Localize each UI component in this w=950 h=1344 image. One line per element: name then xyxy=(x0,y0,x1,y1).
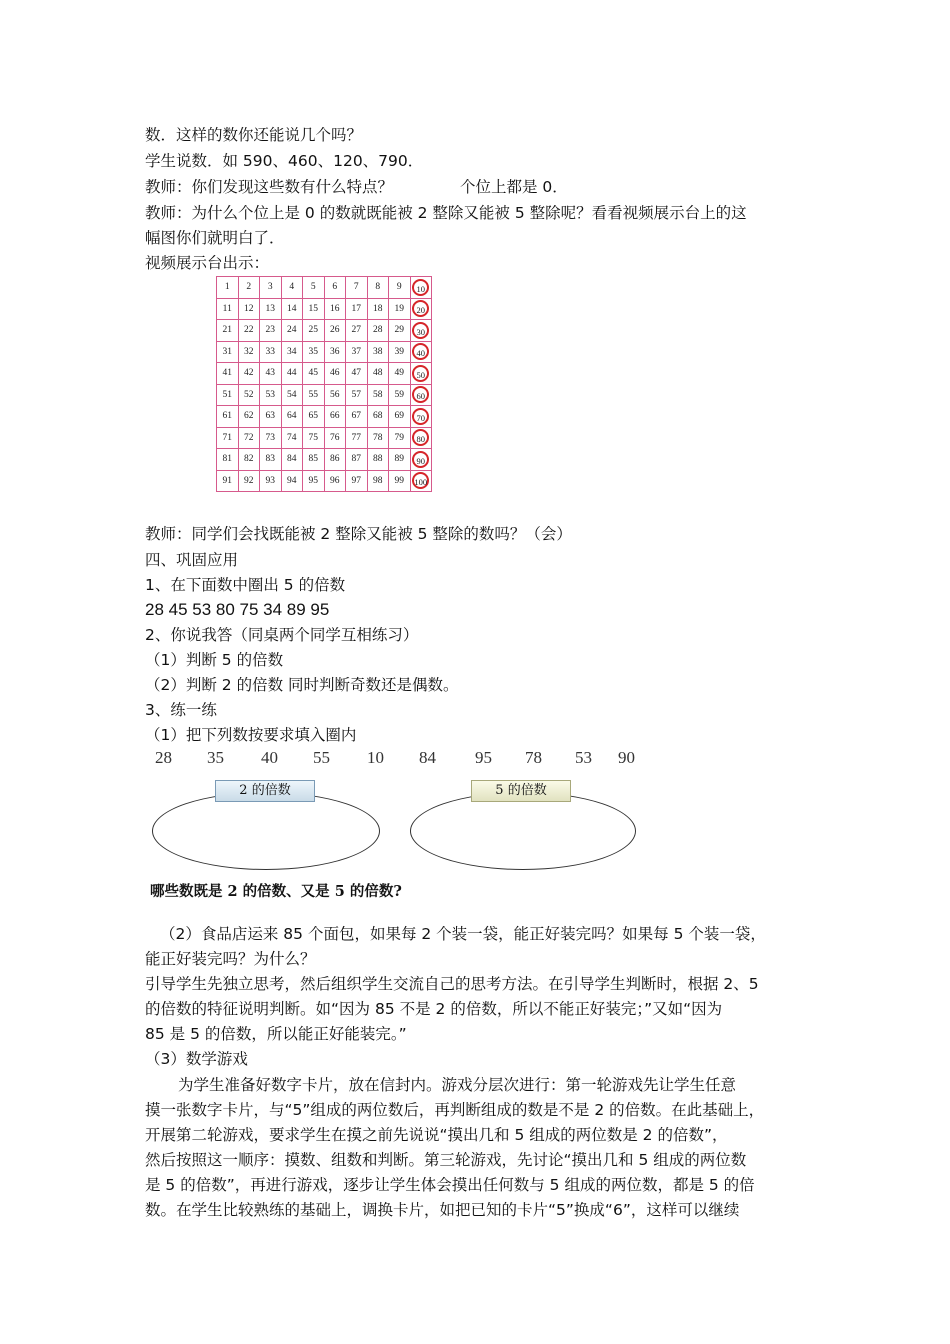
exercise-number: 28 xyxy=(155,748,172,767)
grid-cell: 99 xyxy=(389,470,411,492)
grid-cell: 6 xyxy=(324,277,346,299)
exercise-numbers xyxy=(145,748,645,772)
grid-row xyxy=(217,427,432,449)
grid-cell: 59 xyxy=(389,384,411,406)
text-line: 教师：你们发现这些数有什么特点？ xyxy=(145,178,394,196)
grid-cell: 88 xyxy=(367,449,389,471)
grid-cell: 37 xyxy=(346,341,368,363)
exercise-number: 40 xyxy=(261,748,278,767)
text-line: 开展第二轮游戏，要求学生在摸之前先说说“摸出几和 5 组成的两位数是 2 的倍数”， xyxy=(145,1126,728,1144)
grid-cell: 26 xyxy=(324,320,346,342)
circled-number: 10 xyxy=(412,279,429,296)
text-line: 是 5 的倍数”，再进行游戏，逐步让学生体会摸出任何数与 5 组成的两位数，都是 5 的倍 xyxy=(145,1176,755,1194)
grid-cell: 73 xyxy=(260,427,282,449)
grid-cell xyxy=(410,363,432,385)
grid-cell: 1 xyxy=(217,277,239,299)
grid-cell xyxy=(410,277,432,299)
right-oval xyxy=(410,792,636,870)
grid-cell: 87 xyxy=(346,449,368,471)
grid-row xyxy=(217,320,432,342)
text-line: 数．这样的数你还能说几个吗？ xyxy=(145,126,363,144)
grid-cell: 58 xyxy=(367,384,389,406)
grid-cell: 69 xyxy=(389,406,411,428)
circled-number: 80 xyxy=(412,429,429,446)
grid-cell xyxy=(410,427,432,449)
text-line: 85 是 5 的倍数，所以能正好能装完。” xyxy=(145,1025,407,1043)
grid-cell: 5 xyxy=(303,277,325,299)
grid-cell: 74 xyxy=(281,427,303,449)
text-line: 数。在学生比较熟练的基础上，调换卡片，如把已知的卡片“5”换成“6”，这样可以继续 xyxy=(145,1201,740,1219)
grid-cell: 12 xyxy=(238,298,260,320)
exercise-number: 84 xyxy=(419,748,436,767)
grid-row xyxy=(217,470,432,492)
grid-cell: 63 xyxy=(260,406,282,428)
grid-cell: 28 xyxy=(367,320,389,342)
grid-cell: 67 xyxy=(346,406,368,428)
grid-row xyxy=(217,406,432,428)
grid-cell: 3 xyxy=(260,277,282,299)
circled-number: 50 xyxy=(412,365,429,382)
grid-cell: 61 xyxy=(217,406,239,428)
grid-cell xyxy=(410,449,432,471)
grid-cell: 14 xyxy=(281,298,303,320)
grid-cell: 17 xyxy=(346,298,368,320)
text-line: （3）数学游戏 xyxy=(145,1050,248,1068)
exercise-number: 90 xyxy=(618,748,635,767)
grid-cell xyxy=(410,298,432,320)
grid-cell: 95 xyxy=(303,470,325,492)
grid-cell: 55 xyxy=(303,384,325,406)
grid-cell: 47 xyxy=(346,363,368,385)
exercise-number: 95 xyxy=(475,748,492,767)
grid-cell: 83 xyxy=(260,449,282,471)
grid-cell: 72 xyxy=(238,427,260,449)
text-line: 引导学生先独立思考，然后组织学生交流自己的思考方法。在引导学生判断时，根据 2、5 xyxy=(145,975,759,993)
grid-cell xyxy=(410,406,432,428)
grid-cell xyxy=(410,341,432,363)
grid-cell: 91 xyxy=(217,470,239,492)
grid-cell: 81 xyxy=(217,449,239,471)
grid-row xyxy=(217,449,432,471)
grid-cell: 76 xyxy=(324,427,346,449)
circled-number: 20 xyxy=(412,300,429,317)
grid-cell: 51 xyxy=(217,384,239,406)
grid-cell: 54 xyxy=(281,384,303,406)
grid-cell: 45 xyxy=(303,363,325,385)
grid-cell: 75 xyxy=(303,427,325,449)
grid-cell: 62 xyxy=(238,406,260,428)
grid-cell: 15 xyxy=(303,298,325,320)
multiples-of-5-tag: 5 的倍数 xyxy=(471,780,571,802)
text-line: 能正好装完吗？为什么？ xyxy=(145,950,316,968)
circled-number: 40 xyxy=(412,343,429,360)
grid-cell: 16 xyxy=(324,298,346,320)
grid-cell: 56 xyxy=(324,384,346,406)
text-line: 个位上都是 0． xyxy=(460,178,568,196)
grid-cell: 48 xyxy=(367,363,389,385)
circled-number: 70 xyxy=(412,408,429,425)
grid-cell: 33 xyxy=(260,341,282,363)
section-heading: 四、巩固应用 xyxy=(145,551,239,569)
text-line: 幅图你们就明白了． xyxy=(145,229,285,247)
grid-cell: 4 xyxy=(281,277,303,299)
grid-cell: 29 xyxy=(389,320,411,342)
grid-cell: 42 xyxy=(238,363,260,385)
grid-row xyxy=(217,363,432,385)
multiples-of-2-tag: 2 的倍数 xyxy=(215,780,315,802)
grid-cell: 68 xyxy=(367,406,389,428)
grid-cell: 35 xyxy=(303,341,325,363)
circled-number: 60 xyxy=(412,386,429,403)
grid-cell: 23 xyxy=(260,320,282,342)
grid-cell: 64 xyxy=(281,406,303,428)
grid-row xyxy=(217,298,432,320)
grid-cell: 93 xyxy=(260,470,282,492)
grid-cell: 39 xyxy=(389,341,411,363)
grid-cell: 36 xyxy=(324,341,346,363)
grid-cell: 97 xyxy=(346,470,368,492)
text-line: （2）食品店运来 85 个面包，如果每 2 个装一袋，能正好装完吗？如果每 5 个装一袋， xyxy=(160,925,766,943)
text-line: （1）把下列数按要求填入圈内 xyxy=(145,726,357,744)
number-list: 28 45 53 80 75 34 89 95 xyxy=(145,600,330,619)
text-line: 3、练一练 xyxy=(145,701,217,719)
grid-cell: 85 xyxy=(303,449,325,471)
grid-cell: 86 xyxy=(324,449,346,471)
text-line: 为学生准备好数字卡片，放在信封内。游戏分层次进行：第一轮游戏先让学生任意 xyxy=(178,1076,737,1094)
text-line: 1、在下面数中圈出 5 的倍数 xyxy=(145,576,346,594)
grid-cell: 52 xyxy=(238,384,260,406)
grid-cell xyxy=(410,384,432,406)
grid-cell: 84 xyxy=(281,449,303,471)
grid-cell: 24 xyxy=(281,320,303,342)
grid-cell: 11 xyxy=(217,298,239,320)
grid-cell: 78 xyxy=(367,427,389,449)
text-line: 教师：为什么个位上是 0 的数就既能被 2 整除又能被 5 整除呢？看看视频展示台上的这 xyxy=(145,204,747,222)
grid-cell: 82 xyxy=(238,449,260,471)
exercise-number: 53 xyxy=(575,748,592,767)
text-line: 教师：同学们会找既能被 2 整除又能被 5 整除的数吗？（会） xyxy=(145,525,572,543)
grid-cell xyxy=(410,470,432,492)
grid-cell: 38 xyxy=(367,341,389,363)
grid-cell: 27 xyxy=(346,320,368,342)
grid-cell: 44 xyxy=(281,363,303,385)
hundred-chart xyxy=(216,276,432,492)
exercise-number: 35 xyxy=(207,748,224,767)
circled-number: 100 xyxy=(412,472,429,489)
circled-number: 30 xyxy=(412,322,429,339)
grid-cell: 25 xyxy=(303,320,325,342)
exercise-number: 78 xyxy=(525,748,542,767)
grid-cell: 71 xyxy=(217,427,239,449)
text-line: 2、你说我答（同桌两个同学互相练习） xyxy=(145,626,419,644)
grid-cell: 65 xyxy=(303,406,325,428)
grid-row xyxy=(217,384,432,406)
text-line: （1）判断 5 的倍数 xyxy=(145,651,284,669)
text-line: 视频展示台出示： xyxy=(145,254,270,272)
grid-cell: 7 xyxy=(346,277,368,299)
grid-cell: 89 xyxy=(389,449,411,471)
text-line: （2）判断 2 的倍数 同时判断奇数还是偶数。 xyxy=(145,676,459,694)
grid-cell: 18 xyxy=(367,298,389,320)
grid-cell: 49 xyxy=(389,363,411,385)
grid-cell: 92 xyxy=(238,470,260,492)
grid-cell xyxy=(410,320,432,342)
grid-cell: 32 xyxy=(238,341,260,363)
grid-cell: 21 xyxy=(217,320,239,342)
grid-cell: 13 xyxy=(260,298,282,320)
grid-cell: 9 xyxy=(389,277,411,299)
grid-cell: 34 xyxy=(281,341,303,363)
left-oval xyxy=(152,792,380,870)
grid-cell: 66 xyxy=(324,406,346,428)
exercise-number: 10 xyxy=(367,748,384,767)
grid-row xyxy=(217,341,432,363)
grid-cell: 43 xyxy=(260,363,282,385)
grid-cell: 79 xyxy=(389,427,411,449)
grid-cell: 22 xyxy=(238,320,260,342)
grid-cell: 94 xyxy=(281,470,303,492)
grid-cell: 57 xyxy=(346,384,368,406)
text-line: 学生说数．如 590、460、120、790． xyxy=(145,152,424,170)
grid-row xyxy=(217,277,432,299)
circled-number: 90 xyxy=(412,451,429,468)
grid-cell: 31 xyxy=(217,341,239,363)
exercise-number: 55 xyxy=(313,748,330,767)
exercise-question: 哪些数既是 2 的倍数、又是 5 的倍数? xyxy=(150,883,402,900)
grid-cell: 41 xyxy=(217,363,239,385)
text-line: 然后按照这一顺序：摸数、组数和判断。第三轮游戏，先讨论“摸出几和 5 组成的两位数 xyxy=(145,1151,747,1169)
grid-cell: 2 xyxy=(238,277,260,299)
grid-cell: 19 xyxy=(389,298,411,320)
grid-cell: 98 xyxy=(367,470,389,492)
text-line: 的倍数的特征说明判断。如“因为 85 不是 2 的倍数，所以不能正好装完；”又如“因为 xyxy=(145,1000,723,1018)
grid-cell: 53 xyxy=(260,384,282,406)
grid-cell: 96 xyxy=(324,470,346,492)
text-line: 摸一张数字卡片，与“5”组成的两位数后，再判断组成的数是不是 2 的倍数。在此基础上， xyxy=(145,1101,765,1119)
grid-cell: 46 xyxy=(324,363,346,385)
grid-cell: 8 xyxy=(367,277,389,299)
grid-cell: 77 xyxy=(346,427,368,449)
